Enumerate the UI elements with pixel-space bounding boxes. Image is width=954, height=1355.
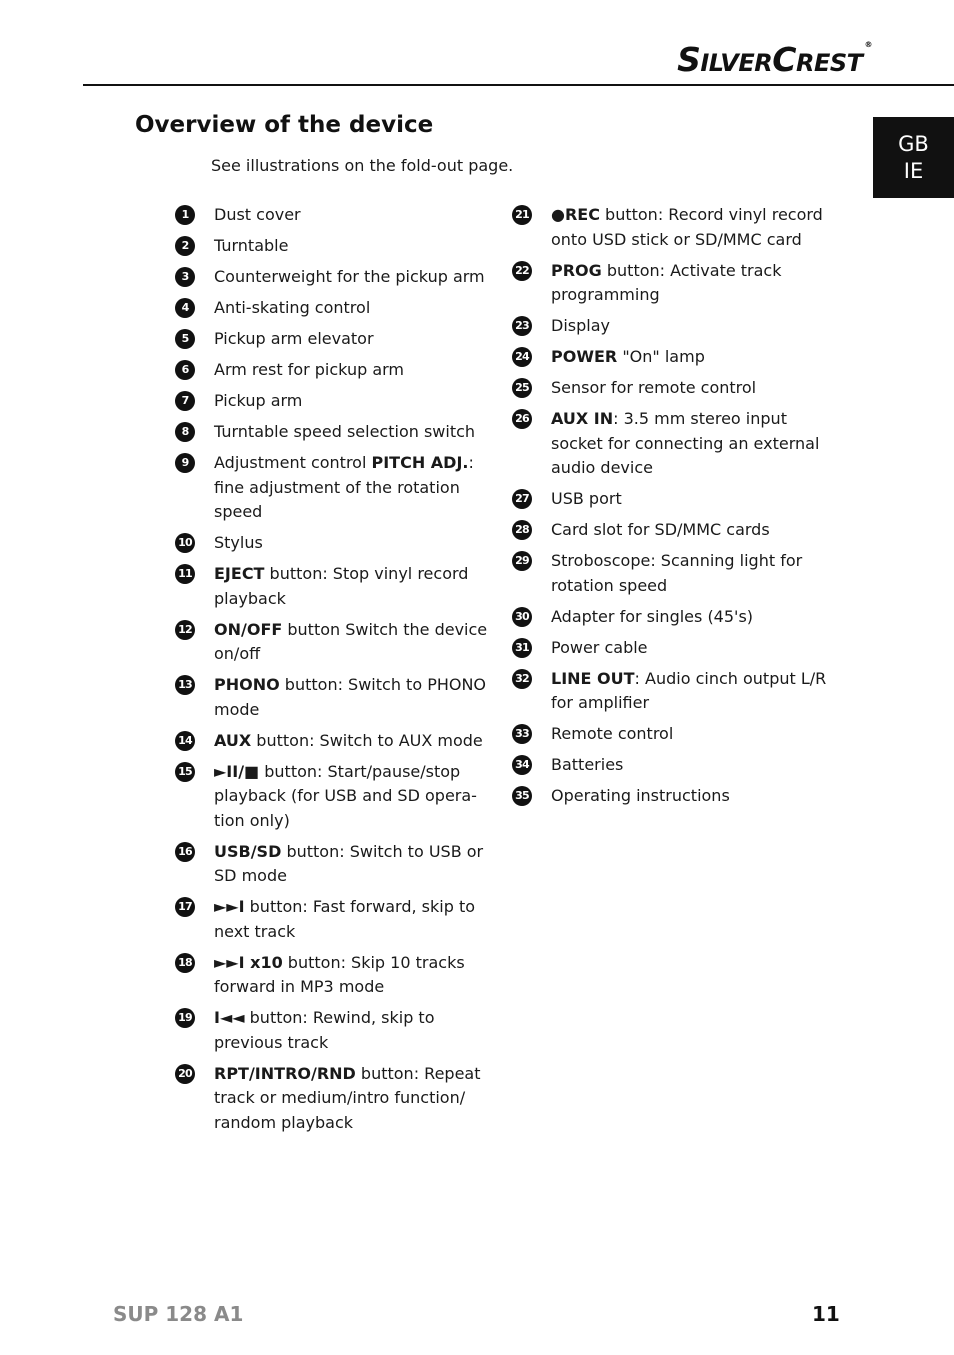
item-number-badge: 19 <box>175 1008 195 1028</box>
list-item <box>512 549 832 598</box>
item-description: Counterweight for the pickup arm <box>214 267 485 286</box>
list-item <box>175 389 495 414</box>
item-description: button: Switch to AUX mode <box>251 730 483 750</box>
item-description: Pickup arm <box>214 391 303 410</box>
item-number-badge: 17 <box>175 897 195 917</box>
list-item <box>175 1062 495 1136</box>
item-number-badge: 35 <box>512 786 532 806</box>
item-prefix-text: Adjustment control <box>214 453 372 472</box>
list-item <box>175 1006 495 1055</box>
language-tab <box>873 117 954 198</box>
item-description: Sensor for remote control <box>551 378 757 397</box>
item-description: Power cable <box>551 637 648 657</box>
item-control-label: ►II/■ <box>214 761 260 781</box>
item-description: Remote control <box>551 724 674 743</box>
item-description: button: Switch to PHONO mode <box>214 675 487 719</box>
item-description: button: Repeat track or medium/intro function/ random playback <box>214 1063 481 1132</box>
item-description: Adapter for singles (45's) <box>551 606 754 626</box>
item-description: button: Stop vinyl record playback <box>214 564 469 608</box>
item-number-badge: 24 <box>512 347 532 367</box>
language-code-gb: GB <box>898 132 929 156</box>
item-control-label: I◄◄ <box>214 1008 245 1027</box>
list-item <box>175 327 495 352</box>
item-number-badge: 26 <box>512 409 532 429</box>
item-control-label: PITCH ADJ. <box>371 453 469 472</box>
item-description: button: Start/pause/stop playback (for USB and SD opera-tion only) <box>214 761 477 830</box>
item-description: Dust cover <box>214 205 301 224</box>
brand-initial-s: S <box>677 40 701 79</box>
item-control-label: PHONO <box>214 675 280 694</box>
brand-logo <box>677 40 872 79</box>
item-number-badge: 8 <box>175 422 195 442</box>
list-item <box>512 667 832 716</box>
item-control-label: ►►I x10 <box>214 952 283 972</box>
item-number-badge: 30 <box>512 607 532 627</box>
item-control-label: ●REC <box>551 205 600 224</box>
item-number-badge: 31 <box>512 638 532 658</box>
list-item <box>512 259 832 308</box>
list-item <box>512 753 832 778</box>
item-description: button: Record vinyl record onto USD stick or SD/MMC card <box>551 205 823 249</box>
section-intro: See illustrations on the fold-out page. <box>211 156 514 175</box>
list-item <box>175 895 495 944</box>
item-number-badge: 1 <box>175 205 195 225</box>
item-number-badge: 34 <box>512 755 532 775</box>
list-item <box>512 203 832 252</box>
item-description: button: Skip 10 tracks forward in MP3 mode <box>214 952 465 996</box>
item-number-badge: 10 <box>175 533 195 553</box>
item-control-label: AUX <box>214 730 252 750</box>
item-control-label: AUX IN <box>551 409 614 428</box>
list-item <box>175 358 495 383</box>
list-item <box>175 760 495 834</box>
item-control-label: PROG <box>551 260 602 280</box>
item-number-badge: 7 <box>175 391 195 411</box>
list-item <box>175 203 495 228</box>
item-description: button: Switch to USB or SD mode <box>214 841 484 885</box>
list-item <box>175 673 495 722</box>
item-number-badge: 2 <box>175 236 195 256</box>
list-item <box>512 605 832 630</box>
item-number-badge: 5 <box>175 329 195 349</box>
list-item <box>175 531 495 556</box>
item-number-badge: 18 <box>175 953 195 973</box>
item-control-label: ON/OFF <box>214 619 283 639</box>
item-number-badge: 25 <box>512 378 532 398</box>
registered-mark: ® <box>864 40 872 49</box>
item-number-badge: 13 <box>175 675 195 695</box>
list-item <box>175 840 495 889</box>
item-number-badge: 21 <box>512 205 532 225</box>
language-code-ie: IE <box>903 159 924 183</box>
list-item <box>512 345 832 370</box>
item-description: Arm rest for pickup arm <box>214 360 405 379</box>
list-item <box>512 784 832 809</box>
list-item <box>175 234 495 259</box>
brand-rest-crest: REST <box>795 49 863 77</box>
item-number-badge: 3 <box>175 267 195 287</box>
list-item <box>175 420 495 445</box>
footer-page-number: 11 <box>812 1302 840 1326</box>
item-description: Anti-skating control <box>214 298 371 317</box>
item-description: : 3.5 mm stereo input socket for connecting an external audio device <box>551 409 820 477</box>
list-item <box>175 562 495 611</box>
item-description: Display <box>551 316 610 335</box>
item-description: "On" lamp <box>617 347 705 366</box>
item-description: Card slot for SD/MMC cards <box>551 520 770 539</box>
list-item <box>175 451 495 525</box>
item-description: Batteries <box>551 755 624 774</box>
parts-list-left <box>175 203 495 1142</box>
item-number-badge: 9 <box>175 453 195 473</box>
item-number-badge: 28 <box>512 520 532 540</box>
item-description: button: Fast forward, skip to next track <box>214 897 475 941</box>
item-number-badge: 23 <box>512 316 532 336</box>
list-item <box>512 314 832 339</box>
item-description: Stylus <box>214 533 263 552</box>
item-description: : Audio cinch output L/R for amplifier <box>551 668 827 712</box>
item-description: USB port <box>551 489 622 508</box>
item-description: Stroboscope: Scanning light for rotation speed <box>551 551 803 595</box>
item-number-badge: 6 <box>175 360 195 380</box>
brand-rest-silver: ILVER <box>700 49 773 77</box>
item-number-badge: 15 <box>175 762 195 782</box>
item-number-badge: 16 <box>175 842 195 862</box>
item-number-badge: 33 <box>512 724 532 744</box>
item-control-label: RPT/INTRO/RND <box>214 1063 356 1083</box>
list-item <box>175 951 495 1000</box>
item-description: Turntable speed selection switch <box>214 422 476 441</box>
item-description: : fine adjustment of the rotation speed <box>214 453 474 521</box>
list-item <box>175 729 495 754</box>
header-rule <box>83 84 954 86</box>
item-control-label: ►►I <box>214 897 245 916</box>
item-number-badge: 4 <box>175 298 195 318</box>
item-description: button: Activate track programming <box>551 260 782 304</box>
item-control-label: USB/SD <box>214 841 282 861</box>
item-number-badge: 12 <box>175 620 195 640</box>
item-number-badge: 27 <box>512 489 532 509</box>
item-number-badge: 20 <box>175 1064 195 1084</box>
item-number-badge: 22 <box>512 261 532 281</box>
brand-initial-c: C <box>772 40 796 79</box>
item-description: Operating instructions <box>551 786 730 805</box>
item-description: button: Rewind, skip to previous track <box>214 1008 435 1052</box>
parts-list-right <box>512 203 832 815</box>
item-number-badge: 14 <box>175 731 195 751</box>
list-item <box>512 376 832 401</box>
list-item <box>175 618 495 667</box>
item-description: button Switch the device on/off <box>214 619 488 663</box>
list-item <box>175 265 495 290</box>
list-item <box>512 407 832 481</box>
list-item <box>175 296 495 321</box>
list-item <box>512 518 832 543</box>
list-item <box>512 722 832 747</box>
item-description: Pickup arm elevator <box>214 329 374 348</box>
item-number-badge: 11 <box>175 564 195 584</box>
section-title: Overview of the device <box>135 112 434 138</box>
item-number-badge: 29 <box>512 551 532 571</box>
item-control-label: EJECT <box>214 564 265 583</box>
item-number-badge: 32 <box>512 669 532 689</box>
list-item <box>512 636 832 661</box>
item-description: Turntable <box>214 236 289 255</box>
list-item <box>512 487 832 512</box>
footer-model-number: SUP 128 A1 <box>113 1302 244 1326</box>
item-control-label: LINE OUT <box>551 668 635 688</box>
item-control-label: POWER <box>551 347 618 366</box>
